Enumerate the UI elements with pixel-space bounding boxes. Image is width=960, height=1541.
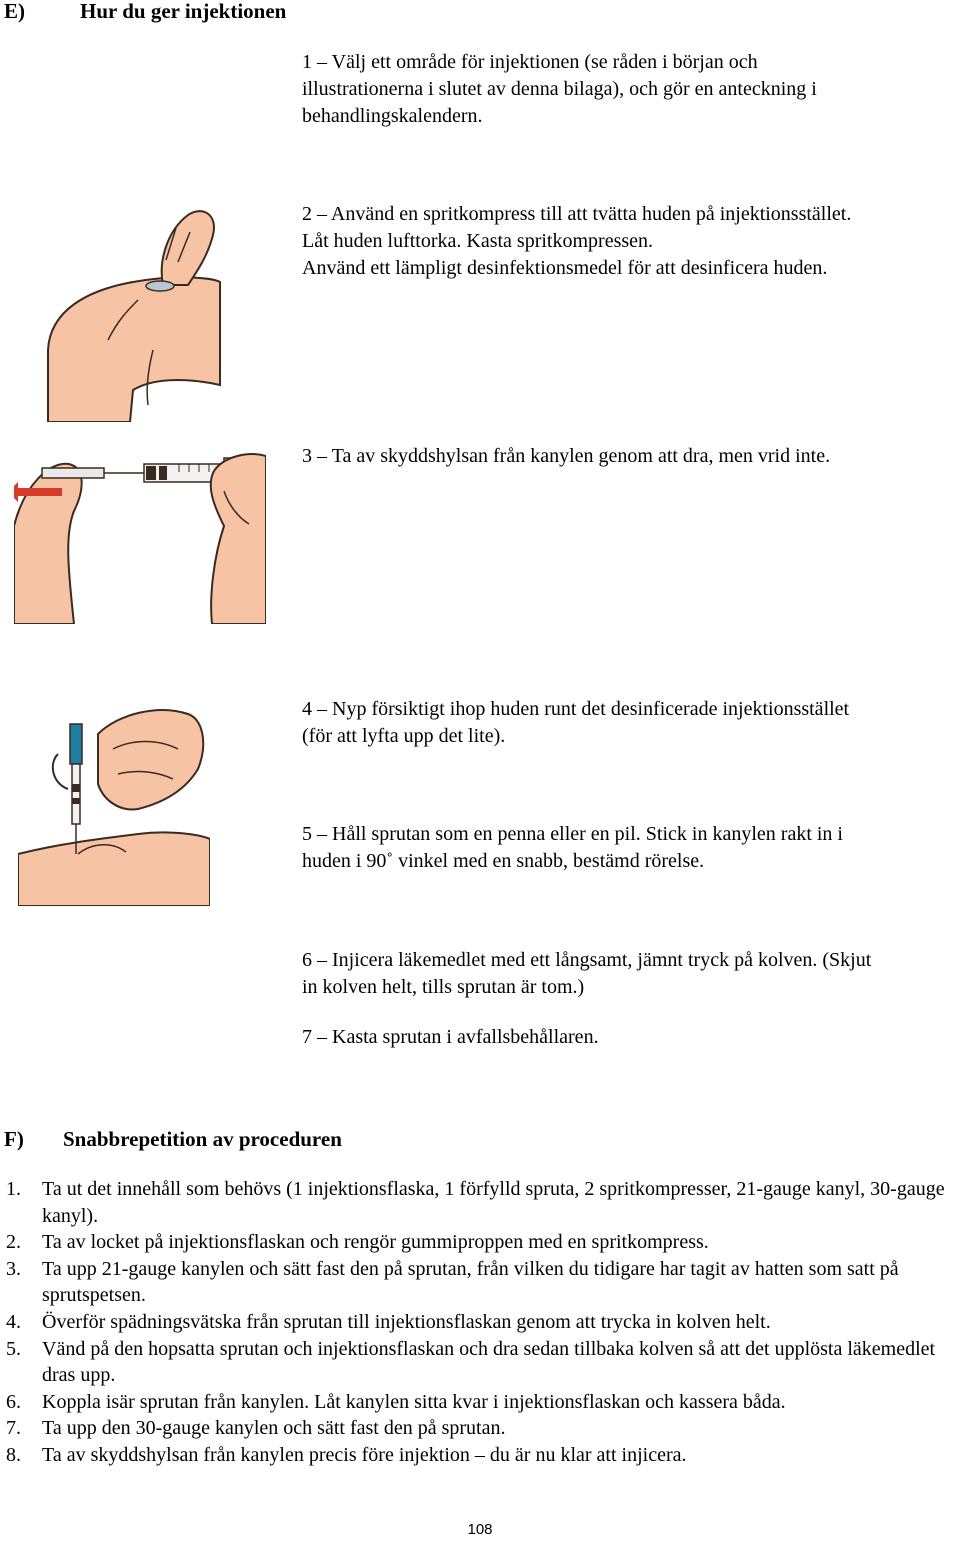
list-item-text: Vänd på den hopsatta sprutan och injektionsflaskan och dra sedan tillbaka kolven så att det upplösta läkemedlet dras upp. bbox=[42, 1337, 936, 1387]
list-item bbox=[6, 1309, 956, 1336]
list-item bbox=[6, 1415, 956, 1442]
step-2 bbox=[302, 201, 960, 282]
step-7 bbox=[302, 1024, 960, 1051]
clean-skin-illustration bbox=[38, 200, 223, 422]
list-item-text: Koppla isär sprutan från kanylen. Låt kanylen sitta kvar i injektionsflaskan och kassera båda. bbox=[42, 1390, 786, 1413]
step-1 bbox=[302, 49, 960, 130]
step-3-line: 3 – Ta av skyddshylsan från kanylen genom att dra, men vrid inte. bbox=[302, 445, 831, 467]
step-1-line: illustrationerna i slutet av denna bilaga), och gör en anteckning i bbox=[302, 78, 817, 100]
page-number: 108 bbox=[467, 1521, 493, 1538]
section-f-title: Snabbrepetition av proceduren bbox=[63, 1127, 342, 1151]
step-1-line: 1 – Välj ett område för injektionen (se råden i början och bbox=[302, 51, 758, 73]
list-item bbox=[6, 1336, 956, 1389]
list-item-number: 8. bbox=[6, 1443, 21, 1466]
list-item-number: 6. bbox=[6, 1390, 21, 1413]
list-item bbox=[6, 1229, 956, 1256]
step-2-line: Låt huden lufttorka. Kasta spritkompressen. bbox=[302, 230, 654, 252]
section-f-letter: F) bbox=[4, 1127, 24, 1151]
step-4 bbox=[302, 696, 960, 750]
summary-list bbox=[6, 1176, 956, 1469]
step-4-line: (för att lyfta upp det lite). bbox=[302, 725, 506, 747]
list-item bbox=[6, 1389, 956, 1416]
list-item-number: 5. bbox=[6, 1337, 21, 1360]
step-6-line: in kolven helt, tills sprutan är tom.) bbox=[302, 976, 585, 998]
list-item-number: 4. bbox=[6, 1310, 21, 1333]
list-item-text: Ta upp den 30-gauge kanylen och sätt fast den på sprutan. bbox=[42, 1417, 506, 1440]
step-7-line: 7 – Kasta sprutan i avfallsbehållaren. bbox=[302, 1026, 599, 1048]
list-item-text: Ta av locket på injektionsflaskan och rengör gummiproppen med en spritkompress. bbox=[42, 1231, 709, 1254]
step-4-line: 4 – Nyp försiktigt ihop huden runt det desinficerade injektionsstället bbox=[302, 698, 850, 720]
list-item-text: Ta ut det innehåll som behövs (1 injektionsflaska, 1 förfylld spruta, 2 spritkompresser, 21-gauge kanyl, 30-gauge kanyl). bbox=[42, 1178, 945, 1227]
list-item-number: 7. bbox=[6, 1417, 21, 1440]
step-6 bbox=[302, 947, 960, 1001]
step-5-line: huden i 90˚ vinkel med en snabb, bestämd rörelse. bbox=[302, 850, 705, 872]
step-5-line: 5 – Håll sprutan som en penna eller en pil. Stick in kanylen rakt in i bbox=[302, 823, 843, 845]
step-2-line: 2 – Använd en spritkompress till att tvätta huden på injektionsstället. bbox=[302, 203, 852, 225]
section-e-letter: E) bbox=[4, 0, 25, 23]
step-3 bbox=[302, 443, 960, 470]
list-item-text: Ta upp 21-gauge kanylen och sätt fast den på sprutan, från vilken du tidigare har tagit av hatten som satt på sprutspetsen. bbox=[42, 1257, 899, 1307]
list-item bbox=[6, 1442, 956, 1469]
remove-cap-illustration bbox=[14, 446, 266, 624]
list-item bbox=[6, 1176, 956, 1229]
section-e-title: Hur du ger injektionen bbox=[80, 0, 287, 23]
list-item-text: Överför spädningsvätska från sprutan till injektionsflaskan genom att trycka in kolven helt. bbox=[42, 1310, 771, 1333]
list-item-number: 1. bbox=[6, 1178, 21, 1200]
step-2-line: Använd ett lämpligt desinfektionsmedel för att desinficera huden. bbox=[302, 257, 828, 279]
list-item-number: 3. bbox=[6, 1257, 21, 1280]
pinch-inject-illustration bbox=[18, 694, 210, 906]
list-item-text: Ta av skyddshylsan från kanylen precis före injektion – du är nu klar att injicera. bbox=[42, 1443, 687, 1466]
list-item-number: 2. bbox=[6, 1231, 21, 1254]
list-item bbox=[6, 1256, 956, 1309]
step-1-line: behandlingskalendern. bbox=[302, 105, 483, 127]
step-6-line: 6 – Injicera läkemedlet med ett långsamt, jämnt tryck på kolven. (Skjut bbox=[302, 949, 872, 971]
step-5 bbox=[302, 821, 960, 875]
